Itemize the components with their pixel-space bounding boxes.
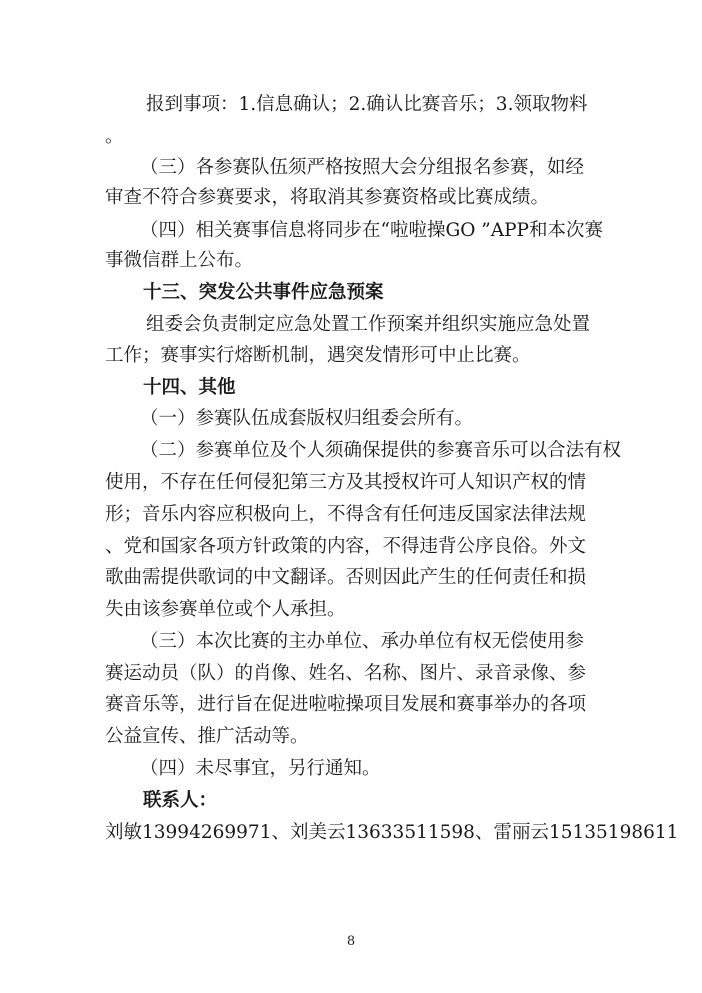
text-line: 歌曲需提供歌词的中文翻译。否则因此产生的任何责任和损: [105, 567, 587, 588]
text-line: 赛音乐等，进行旨在促进啦啦操项目发展和赛事举办的各项: [105, 694, 587, 715]
section-heading: 十三、突发公共事件应急预案: [143, 282, 384, 303]
text-line: 失由该参赛单位或个人承担。: [105, 599, 346, 620]
text-line: 形；音乐内容应积极向上，不得含有任何违反国家法律法规: [105, 504, 587, 525]
text-line: （二）参赛单位及个人须确保提供的参赛音乐可以合法有权: [140, 440, 622, 461]
text-line: 组委会负责制定应急处置工作预案并组织实施应急处置: [146, 314, 591, 335]
text-line: （三）本次比赛的主办单位、承办单位有权无偿使用参: [140, 631, 585, 652]
text-line: 报到事项：1.信息确认；2.确认比赛音乐；3.领取物料: [146, 94, 588, 115]
text-line: 审查不符合参赛要求，将取消其参赛资格或比赛成绩。: [105, 187, 550, 208]
contacts-heading: 联系人：: [143, 790, 218, 811]
contacts-line: 刘敏13994269971、刘美云13633511598、雷丽云15135198611: [105, 822, 679, 843]
text-line: 工作；赛事实行熔断机制，遇突发情形可中止比赛。: [105, 345, 531, 366]
text-line: （一）参赛队伍成套版权归组委会所有。: [140, 408, 474, 429]
text-line: （四）未尽事宜，另行通知。: [140, 758, 381, 779]
text-line: （四）相关赛事信息将同步在“啦啦操GO ”APP和本次赛: [140, 220, 603, 241]
section-heading: 十四、其他: [143, 377, 236, 398]
text-line: 赛运动员（队）的肖像、姓名、名称、图片、录音录像、参: [105, 663, 587, 684]
text-line: 。: [105, 126, 124, 147]
text-line: （三）各参赛队伍须严格按照大会分组报名参赛，如经: [140, 157, 585, 178]
page-number: 8: [346, 934, 356, 949]
text-line: 公益宣传、推广活动等。: [105, 726, 309, 747]
text-line: 使用，不存在任何侵犯第三方及其授权许可人知识产权的情: [105, 472, 587, 493]
text-line: 、党和国家各项方针政策的内容，不得违背公序良俗。外文: [105, 536, 587, 557]
text-line: 事微信群上公布。: [105, 250, 254, 271]
